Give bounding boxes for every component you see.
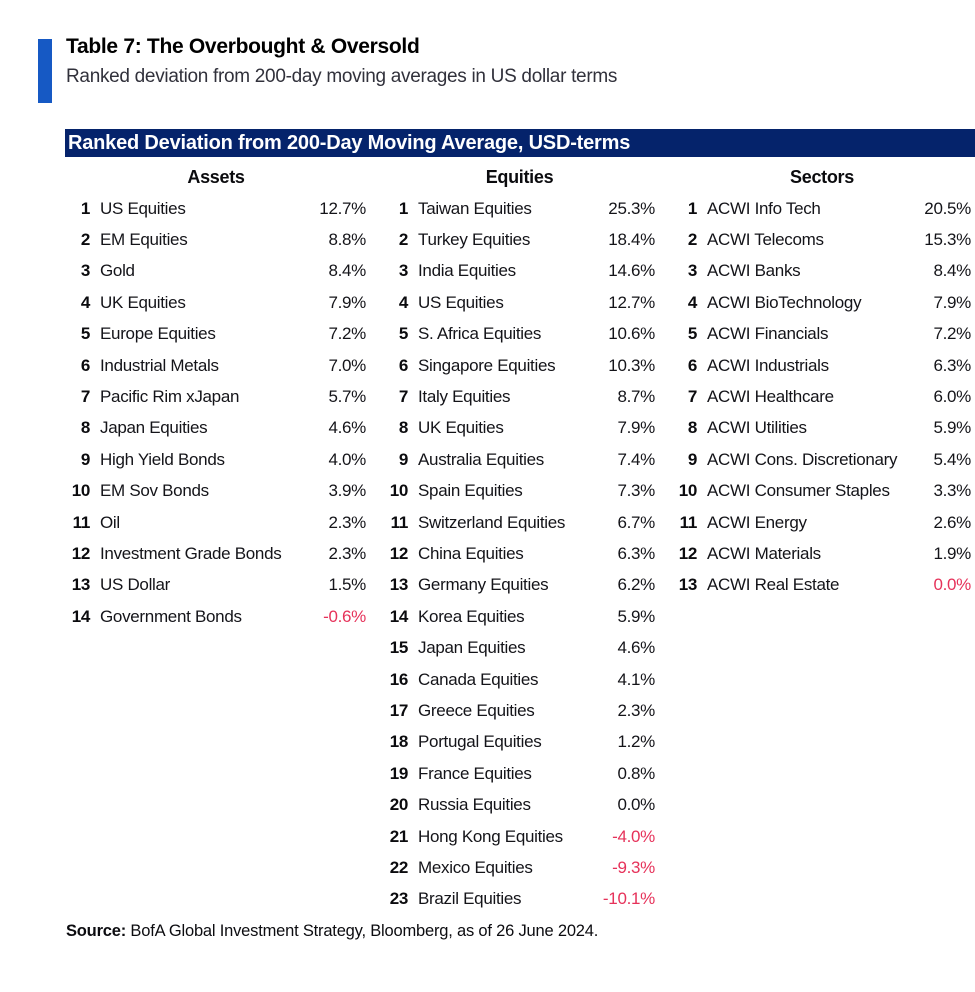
row-name: UK Equities: [100, 292, 186, 312]
row-name: Canada Equities: [418, 669, 539, 689]
row-name: ACWI Info Tech: [707, 198, 821, 218]
row-rank: 20: [389, 795, 408, 815]
row-name: Singapore Equities: [418, 355, 556, 375]
row-rank: 4: [398, 292, 408, 312]
row-rank: 11: [72, 512, 90, 532]
row-rank: 3: [687, 261, 697, 281]
table-row: [66, 224, 366, 255]
row-value: 14.6%: [608, 261, 655, 281]
exhibit-title: Table 7: The Overbought & Oversold: [66, 35, 420, 58]
table-row: [66, 444, 366, 475]
row-name: Portugal Equities: [418, 732, 542, 752]
row-value: 7.9%: [617, 418, 655, 438]
row-value: 4.1%: [617, 669, 655, 689]
title-accent-bar: [38, 39, 52, 103]
table-row: [66, 256, 366, 287]
row-name: Hong Kong Equities: [418, 826, 563, 846]
table-row: [673, 381, 971, 412]
table-row: [384, 727, 655, 758]
row-rank: 9: [80, 449, 90, 469]
row-value: 25.3%: [608, 198, 655, 218]
table-row: [384, 632, 655, 663]
row-rank: 13: [678, 575, 697, 595]
table-row: [673, 287, 971, 318]
row-value: 7.3%: [617, 481, 655, 501]
row-value: 1.2%: [617, 732, 655, 752]
row-value: 7.4%: [617, 449, 655, 469]
row-name: Japan Equities: [418, 638, 526, 658]
row-value: 7.0%: [328, 355, 366, 375]
row-rank: 5: [398, 324, 408, 344]
row-value: 15.3%: [924, 230, 971, 250]
row-name: US Equities: [100, 198, 186, 218]
row-name: ACWI Energy: [707, 512, 807, 532]
row-name: Government Bonds: [100, 606, 242, 626]
table-row: [384, 758, 655, 789]
source-text: BofA Global Investment Strategy, Bloomberg, as of 26 June 2024.: [126, 922, 599, 940]
table-row: [673, 538, 971, 569]
column-rows: [384, 193, 655, 915]
row-name: Italy Equities: [418, 387, 511, 407]
table-row: [384, 444, 655, 475]
row-rank: 2: [398, 230, 408, 250]
row-value: 3.9%: [328, 481, 366, 501]
row-rank: 23: [389, 889, 408, 909]
column-rows: [673, 193, 971, 601]
row-value: 5.9%: [617, 606, 655, 626]
table-row: [384, 601, 655, 632]
row-value: 7.2%: [933, 324, 971, 344]
row-rank: 1: [398, 198, 408, 218]
table-banner: [65, 129, 975, 157]
row-rank: 17: [389, 700, 408, 720]
table-row: [384, 256, 655, 287]
row-name: China Equities: [418, 543, 524, 563]
row-name: Gold: [100, 261, 135, 281]
table-banner-text: Ranked Deviation from 200-Day Moving Average, USD-terms: [68, 131, 631, 154]
row-rank: 14: [389, 606, 408, 626]
row-value: 6.0%: [933, 387, 971, 407]
table-row: [66, 507, 366, 538]
row-value: 10.6%: [608, 324, 655, 344]
row-rank: 9: [687, 449, 697, 469]
row-rank: 8: [687, 418, 697, 438]
row-rank: 12: [678, 543, 697, 563]
row-rank: 13: [71, 575, 90, 595]
row-name: Turkey Equities: [418, 230, 531, 250]
row-rank: 6: [80, 355, 90, 375]
row-value: 5.7%: [328, 387, 366, 407]
row-name: High Yield Bonds: [100, 449, 225, 469]
table-row: [673, 413, 971, 444]
row-value: 7.2%: [328, 324, 366, 344]
row-name: ACWI BioTechnology: [707, 292, 862, 312]
row-rank: 11: [679, 512, 697, 532]
row-name: EM Equities: [100, 230, 188, 250]
row-rank: 2: [80, 230, 90, 250]
table-row: [66, 538, 366, 569]
column-header: Equities: [485, 167, 554, 187]
table-row: [66, 476, 366, 507]
table-row: [384, 224, 655, 255]
row-value: 8.4%: [328, 261, 366, 281]
title-block: [66, 34, 617, 89]
row-name: ACWI Industrials: [707, 355, 829, 375]
row-value: 5.4%: [933, 449, 971, 469]
row-value: 2.3%: [328, 512, 366, 532]
row-name: ACWI Utilities: [707, 418, 807, 438]
row-rank: 7: [398, 387, 408, 407]
table-row: [384, 350, 655, 381]
table-row: [66, 319, 366, 350]
row-rank: 1: [80, 198, 90, 218]
row-name: Oil: [100, 512, 120, 532]
table-row: [66, 381, 366, 412]
table-row: [384, 381, 655, 412]
row-name: Greece Equities: [418, 700, 535, 720]
row-name: ACWI Materials: [707, 543, 821, 563]
row-name: ACWI Financials: [707, 324, 829, 344]
column-rows: [66, 193, 366, 632]
row-rank: 10: [71, 481, 90, 501]
row-name: ACWI Consumer Staples: [707, 481, 890, 501]
row-value: 4.6%: [328, 418, 366, 438]
table-row: [673, 444, 971, 475]
row-value: 7.9%: [933, 292, 971, 312]
row-name: Germany Equities: [418, 575, 549, 595]
table-row: [66, 413, 366, 444]
row-name: Australia Equities: [418, 449, 544, 469]
row-value: 1.9%: [933, 543, 971, 563]
table-row: [673, 476, 971, 507]
row-name: India Equities: [418, 261, 516, 281]
ranking-column: [673, 163, 971, 915]
row-name: US Equities: [418, 292, 504, 312]
row-value: 8.8%: [328, 230, 366, 250]
row-name: Mexico Equities: [418, 857, 533, 877]
row-rank: 2: [687, 230, 697, 250]
table-row: [66, 287, 366, 318]
row-rank: 8: [80, 418, 90, 438]
row-name: Japan Equities: [100, 418, 208, 438]
table-row: [673, 224, 971, 255]
table-row: [673, 350, 971, 381]
table-row: [66, 601, 366, 632]
row-rank: 10: [389, 481, 408, 501]
row-value: 10.3%: [608, 355, 655, 375]
row-rank: 1: [687, 198, 697, 218]
table-row: [384, 664, 655, 695]
row-name: EM Sov Bonds: [100, 481, 209, 501]
row-rank: 7: [80, 387, 90, 407]
row-value: 6.7%: [617, 512, 655, 532]
row-value: 6.3%: [933, 355, 971, 375]
row-rank: 8: [398, 418, 408, 438]
table-row: [673, 319, 971, 350]
row-rank: 19: [389, 763, 408, 783]
row-value: -10.1%: [602, 889, 655, 909]
row-value: 18.4%: [608, 230, 655, 250]
row-name: Industrial Metals: [100, 355, 219, 375]
row-value: -0.6%: [323, 606, 366, 626]
table-row: [673, 193, 971, 224]
table-row: [673, 507, 971, 538]
row-name: Russia Equities: [418, 795, 531, 815]
row-name: Europe Equities: [100, 324, 216, 344]
row-value: 12.7%: [608, 292, 655, 312]
row-name: Pacific Rim xJapan: [100, 387, 240, 407]
row-rank: 6: [398, 355, 408, 375]
row-rank: 22: [389, 857, 408, 877]
row-value: 2.3%: [617, 700, 655, 720]
row-rank: 14: [71, 606, 90, 626]
ranking-table: [66, 163, 971, 915]
table-row: [384, 507, 655, 538]
row-value: 7.9%: [328, 292, 366, 312]
table-row: [384, 193, 655, 224]
row-value: 2.6%: [933, 512, 971, 532]
row-name: Korea Equities: [418, 606, 525, 626]
row-value: 5.9%: [933, 418, 971, 438]
row-value: 8.7%: [617, 387, 655, 407]
row-name: US Dollar: [100, 575, 171, 595]
table-row: [384, 538, 655, 569]
exhibit-subtitle: Ranked deviation from 200-day moving averages in US dollar terms: [66, 66, 618, 88]
table-row: [66, 570, 366, 601]
row-rank: 11: [390, 512, 408, 532]
row-value: 0.0%: [933, 575, 971, 595]
row-name: Switzerland Equities: [418, 512, 566, 532]
row-value: 1.5%: [328, 575, 366, 595]
row-name: UK Equities: [418, 418, 504, 438]
row-name: ACWI Real Estate: [707, 575, 840, 595]
row-value: 0.0%: [617, 795, 655, 815]
column-header: Sectors: [790, 167, 854, 187]
row-value: -9.3%: [612, 857, 655, 877]
row-value: 6.3%: [617, 543, 655, 563]
row-rank: 3: [398, 261, 408, 281]
row-rank: 12: [71, 543, 90, 563]
row-rank: 4: [80, 292, 90, 312]
row-rank: 13: [389, 575, 408, 595]
table-row: [673, 570, 971, 601]
row-value: -4.0%: [612, 826, 655, 846]
table-row: [66, 350, 366, 381]
row-name: Brazil Equities: [418, 889, 522, 909]
row-value: 0.8%: [617, 763, 655, 783]
table-row: [384, 852, 655, 883]
row-value: 2.3%: [328, 543, 366, 563]
row-rank: 21: [389, 826, 408, 846]
row-rank: 3: [80, 261, 90, 281]
row-value: 12.7%: [319, 198, 366, 218]
row-rank: 4: [687, 292, 697, 312]
table-row: [673, 256, 971, 287]
table-row: [384, 789, 655, 820]
row-rank: 12: [389, 543, 408, 563]
row-name: ACWI Banks: [707, 261, 801, 281]
row-rank: 15: [389, 638, 408, 658]
row-name: Taiwan Equities: [418, 198, 532, 218]
row-name: France Equities: [418, 763, 532, 783]
row-rank: 6: [687, 355, 697, 375]
row-rank: 7: [687, 387, 697, 407]
ranking-column: [384, 163, 655, 915]
row-name: ACWI Cons. Discretionary: [707, 449, 898, 469]
row-rank: 18: [389, 732, 408, 752]
column-header: Assets: [187, 167, 245, 187]
table-row: [384, 695, 655, 726]
row-rank: 5: [80, 324, 90, 344]
table-row: [66, 193, 366, 224]
table-row: [384, 476, 655, 507]
row-name: Spain Equities: [418, 481, 523, 501]
source-note: [66, 922, 598, 941]
row-name: Investment Grade Bonds: [100, 543, 282, 563]
row-rank: 5: [687, 324, 697, 344]
table-row: [384, 884, 655, 915]
row-rank: 16: [389, 669, 408, 689]
row-name: S. Africa Equities: [418, 324, 542, 344]
table-row: [384, 319, 655, 350]
table-row: [384, 821, 655, 852]
table-row: [384, 570, 655, 601]
source-label: Source:: [66, 922, 127, 940]
row-rank: 9: [398, 449, 408, 469]
row-value: 8.4%: [933, 261, 971, 281]
table-row: [384, 413, 655, 444]
row-rank: 10: [678, 481, 697, 501]
row-value: 20.5%: [924, 198, 971, 218]
row-value: 4.6%: [617, 638, 655, 658]
row-name: ACWI Telecoms: [707, 230, 824, 250]
row-value: 6.2%: [617, 575, 655, 595]
row-value: 3.3%: [933, 481, 971, 501]
table-row: [384, 287, 655, 318]
row-value: 4.0%: [328, 449, 366, 469]
ranking-column: [66, 163, 366, 915]
row-name: ACWI Healthcare: [707, 387, 834, 407]
